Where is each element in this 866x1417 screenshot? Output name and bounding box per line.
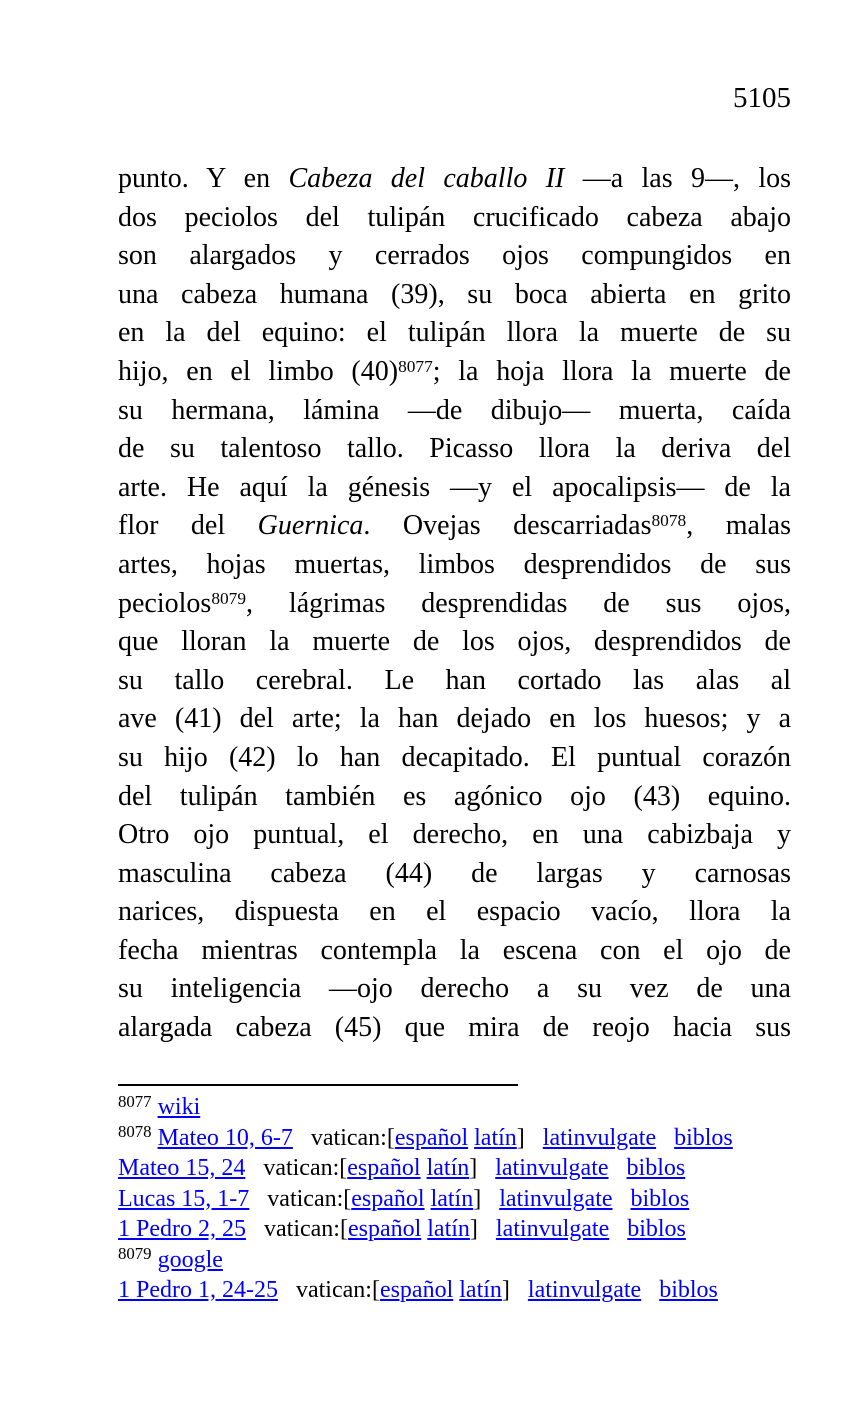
text-run: ] [469, 1155, 496, 1181]
text-run: artes, hojas muertas, limbos desprendidos de sus [118, 548, 791, 580]
text-run: arte. He aquí la génesis —y el apocalipsis— de la [118, 471, 791, 503]
biblos-link[interactable]: biblos [626, 1155, 686, 1181]
superscript-footnote-ref: 8079 [211, 588, 247, 608]
text-run: ave (41) del arte; la han dejado en los huesos; y a [118, 703, 791, 735]
body-line [118, 970, 791, 1009]
body-line [118, 507, 791, 546]
text-run: , malas [686, 510, 792, 542]
text-run: vatican:[ [245, 1155, 348, 1181]
footnote-line [118, 1153, 808, 1184]
text-run: hijo, en el limbo (40) [118, 355, 399, 387]
text-run: alargada cabeza (45) que mira de reojo hacia sus [118, 1012, 791, 1044]
espanol-link[interactable]: español [347, 1216, 422, 1242]
text-run [656, 1125, 674, 1151]
latin-link[interactable]: latín [427, 1216, 470, 1242]
text-run: vatican:[ [292, 1124, 395, 1151]
body-line [118, 1009, 791, 1048]
body-line [118, 546, 791, 585]
latin-link[interactable]: latín [459, 1277, 502, 1303]
text-run: peciolos [118, 587, 212, 619]
body-line [118, 237, 791, 276]
text-run: vatican:[ [246, 1216, 348, 1242]
wiki-link[interactable]: wiki [157, 1094, 201, 1120]
latinvulgate-link[interactable]: latinvulgate [527, 1277, 642, 1303]
latin-link[interactable]: latín [426, 1155, 470, 1181]
body-line [118, 623, 791, 662]
footnote-line [118, 1184, 808, 1215]
espanol-link[interactable]: español [379, 1277, 454, 1303]
biblos-link[interactable]: biblos [674, 1124, 733, 1151]
body-line [118, 778, 791, 817]
superscript-footnote-ref: 8077 [118, 1091, 152, 1111]
footnote-line [118, 1123, 808, 1154]
superscript-footnote-ref: 8079 [118, 1244, 152, 1264]
text-run: que lloran la muerte de los ojos, desprendidos de [118, 626, 791, 658]
text-run: —a las 9—, los [564, 163, 791, 194]
text-run: su hijo (42) lo han decapitado. El puntual corazón [118, 741, 791, 773]
body-line [118, 199, 791, 238]
text-run: ] [516, 1124, 543, 1151]
body-line [118, 816, 791, 855]
superscript-footnote-ref: 8078 [651, 511, 687, 531]
latinvulgate-link[interactable]: latinvulgate [495, 1155, 609, 1181]
text-run: masculina cabeza (44) de largas y carnosas [118, 857, 791, 889]
text-run: narices, dispuesta en el espacio vacío, llora la [118, 896, 791, 928]
footnote-line [118, 1245, 808, 1276]
page-number: 5105 [733, 82, 791, 114]
text-run: del tulipán también es agónico ojo (43) equino. [118, 780, 791, 812]
text-run: son alargados y cerrados ojos compungidos en [118, 240, 791, 272]
text-run [609, 1216, 627, 1242]
superscript-footnote-ref: 8077 [398, 356, 433, 376]
mateo-10-6-7-link[interactable]: Mateo 10, 6-7 [157, 1124, 293, 1151]
italic-text-run: Cabeza del caballo II [288, 163, 565, 194]
text-run: flor del [118, 510, 258, 542]
body-line [118, 585, 791, 624]
body-line [118, 469, 791, 508]
italic-text-run: Guernica [257, 510, 364, 542]
latinvulgate-link[interactable]: latinvulgate [495, 1216, 610, 1242]
body-line [118, 314, 791, 353]
text-run: una cabeza humana (39), su boca abierta en grito [118, 278, 791, 310]
body-line [118, 893, 791, 932]
text-run: vatican:[ [277, 1277, 380, 1303]
lucas-15-1-7-link[interactable]: Lucas 15, 1-7 [118, 1185, 250, 1212]
text-run [609, 1155, 627, 1181]
body-line [118, 353, 791, 392]
body-line [118, 932, 791, 971]
footnotes [118, 1092, 808, 1306]
text-run: vatican:[ [249, 1185, 352, 1212]
latinvulgate-link[interactable]: latinvulgate [499, 1185, 613, 1212]
text-run: en la del equino: el tulipán llora la muerte de su [118, 317, 791, 349]
text-run: su inteligencia —ojo derecho a su vez de una [118, 973, 791, 1005]
text-run: punto. Y en [118, 163, 289, 194]
text-run: su tallo cerebral. Le han cortado las alas al [118, 664, 791, 696]
latinvulgate-link[interactable]: latinvulgate [542, 1124, 657, 1151]
text-run: ] [469, 1216, 496, 1242]
text-run: , lágrimas desprendidas de sus ojos, [246, 587, 791, 619]
text-run: ] [473, 1185, 500, 1212]
biblos-link[interactable]: biblos [630, 1185, 690, 1212]
body-line [118, 392, 791, 431]
biblos-link[interactable]: biblos [659, 1277, 718, 1303]
mateo-15-24-link[interactable]: Mateo 15, 24 [118, 1155, 246, 1181]
text-run [641, 1277, 659, 1303]
pedro-1-24-25-link[interactable]: 1 Pedro 1, 24-25 [118, 1277, 278, 1303]
superscript-footnote-ref: 8078 [118, 1122, 152, 1142]
text-run: ; la hoja llora la muerte de [432, 355, 791, 387]
espanol-link[interactable]: español [394, 1124, 469, 1151]
latin-link[interactable]: latín [430, 1185, 474, 1212]
latin-link[interactable]: latín [474, 1124, 517, 1151]
espanol-link[interactable]: español [347, 1155, 421, 1181]
footnote-line [118, 1214, 808, 1245]
footnote-separator [118, 1084, 518, 1086]
body-line [118, 160, 791, 199]
body-line [118, 739, 791, 778]
body-line [118, 700, 791, 739]
body-line [118, 276, 791, 315]
body-line [118, 662, 791, 701]
footnote-line [118, 1092, 808, 1123]
footnote-line [118, 1275, 808, 1306]
biblos-link[interactable]: biblos [627, 1216, 686, 1242]
text-run: . Ovejas descarriadas [363, 510, 652, 542]
text-run: ] [501, 1277, 528, 1303]
text-run [613, 1186, 631, 1212]
espanol-link[interactable]: español [351, 1185, 425, 1212]
text-run: dos peciolos del tulipán crucificado cabeza abajo [118, 201, 791, 233]
body-line [118, 855, 791, 894]
text-run: fecha mientras contempla la escena con el ojo de [118, 934, 791, 966]
text-run: su hermana, lámina —de dibujo— muerta, caída [118, 394, 791, 426]
text-run: de su talentoso tallo. Picasso llora la deriva del [118, 433, 791, 465]
google-link[interactable]: google [157, 1246, 223, 1273]
text-run: Otro ojo puntual, el derecho, en una cabizbaja y [118, 819, 791, 851]
body-line [118, 430, 791, 469]
body-text [118, 160, 791, 1048]
pedro-2-25-link[interactable]: 1 Pedro 2, 25 [118, 1216, 246, 1242]
